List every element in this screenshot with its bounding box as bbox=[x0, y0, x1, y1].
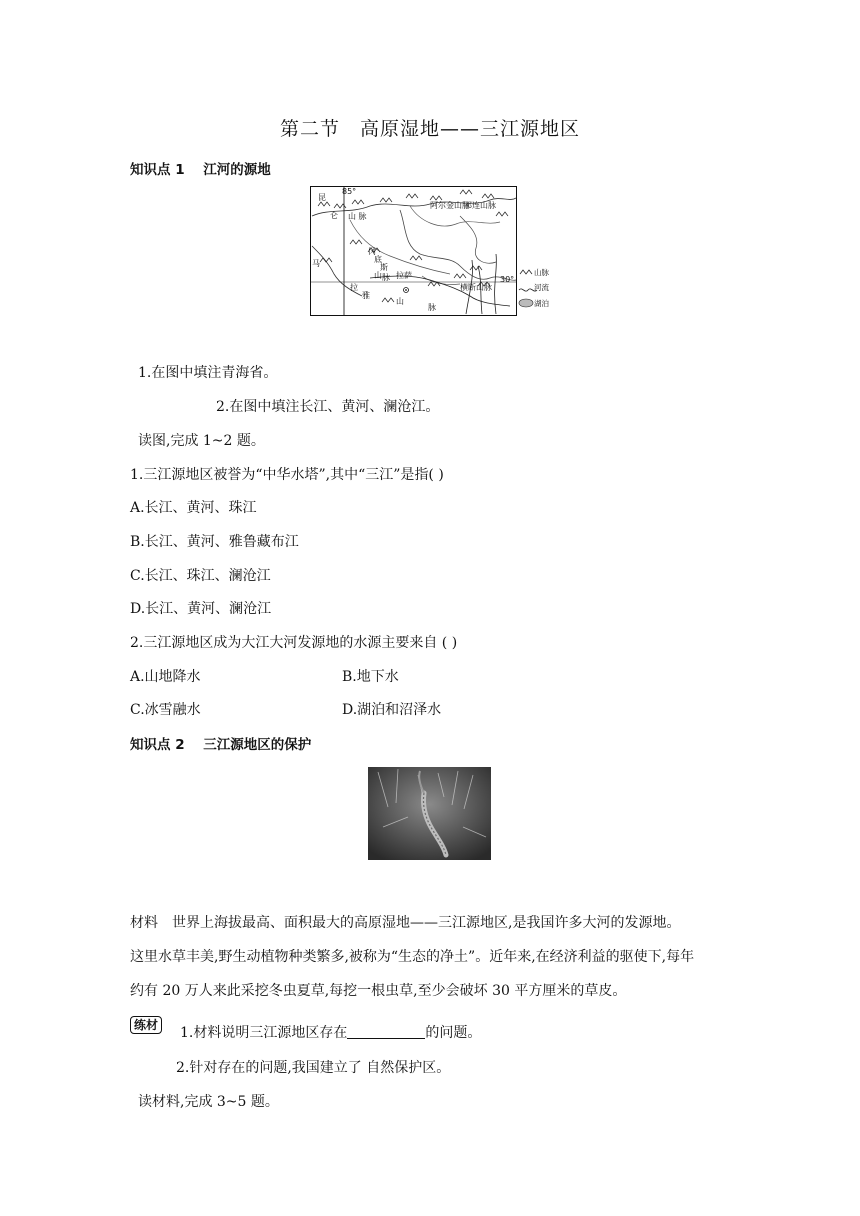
answer-blank[interactable] bbox=[347, 1024, 425, 1039]
map-label-gangdi-1: 冈 bbox=[368, 247, 376, 256]
lake-icon bbox=[519, 299, 533, 307]
q2-option-c: C.冰雪融水 bbox=[130, 702, 201, 718]
map-label-gangdi-4: 山 bbox=[374, 271, 382, 280]
kp1-label: 知识点 1 bbox=[130, 162, 185, 178]
map-label-himalaya-3: 雅 bbox=[362, 291, 370, 300]
read-instruction-1: 读图,完成 1~2 题。 bbox=[138, 433, 265, 449]
map-label-himalaya-2: 拉 bbox=[350, 283, 358, 292]
kp2-name: 三江源地区的保护 bbox=[203, 737, 312, 753]
map-legend bbox=[519, 267, 549, 308]
map-label-kunlun-lun: 仑 bbox=[330, 211, 338, 220]
kp1-name: 江河的源地 bbox=[203, 162, 271, 178]
map-label-gangdi-2: 底 bbox=[374, 255, 382, 264]
practice-task-2: 2.针对存在的问题,我国建立了 自然保护区。 bbox=[176, 1060, 451, 1076]
q1-option-d: D.长江、黄河、澜沧江 bbox=[130, 601, 272, 617]
legend-label-river: 河流 bbox=[534, 283, 549, 292]
map-label-hengduan: 横断山脉 bbox=[460, 283, 492, 292]
q2-option-d: D.湖泊和沼泽水 bbox=[342, 702, 442, 718]
map-label-qilian: 祁连山脉 bbox=[464, 201, 496, 210]
material-line-2: 这里水草丰美,野生动植物种类繁多,被称为“生态的净土”。近年来,在经济利益的驱使下,每年 bbox=[130, 949, 695, 965]
page-title: 第二节 高原湿地——三江源地区 bbox=[279, 118, 580, 140]
q1-option-a: A.长江、黄河、珠江 bbox=[130, 500, 257, 516]
map-label-30deg: 30° bbox=[500, 275, 515, 284]
cordyceps-photo bbox=[368, 767, 491, 860]
q2-option-a: A.山地降水 bbox=[130, 669, 201, 685]
map-label-85deg: 85° bbox=[342, 187, 357, 196]
map-label-kunlun-kun: 昆 bbox=[318, 193, 326, 202]
source-region-map bbox=[310, 186, 554, 316]
question-1-stem: 1.三江源地区被誉为“中华水塔”,其中“三江”是指( ) bbox=[130, 467, 444, 483]
knowledge-point-1 bbox=[130, 158, 271, 178]
q1-option-c: C.长江、珠江、澜沧江 bbox=[130, 568, 271, 584]
map-label-gangdi-5: 脉 bbox=[382, 273, 390, 282]
practice-task-1-before: 1.材料说明三江源地区存在 bbox=[180, 1025, 348, 1041]
read-instruction-2: 读材料,完成 3~5 题。 bbox=[138, 1094, 279, 1110]
map-label-lasa: 拉萨 bbox=[396, 271, 412, 280]
practice-task-1 bbox=[180, 1022, 481, 1042]
task-2: 2.在图中填注长江、黄河、澜沧江。 bbox=[216, 399, 440, 415]
kp2-label: 知识点 2 bbox=[130, 737, 185, 753]
map-label-himalaya-5: 脉 bbox=[428, 303, 436, 312]
mountain-icon bbox=[520, 270, 532, 274]
legend-label-mountain: 山脉 bbox=[534, 268, 549, 277]
map-label-gangdi-3: 斯 bbox=[380, 263, 388, 272]
map-label-himalaya-4: 山 bbox=[396, 297, 404, 306]
material-line-1: 材料 世界上海拔最高、面积最大的高原湿地——三江源地区,是我国许多大河的发源地。 bbox=[130, 915, 681, 931]
map-label-kunlun-shanmai: 山 脉 bbox=[348, 212, 367, 221]
task-1: 1.在图中填注青海省。 bbox=[138, 365, 278, 381]
map-label-himalaya-1: 马 bbox=[312, 259, 320, 268]
q1-option-b: B.长江、黄河、雅鲁藏布江 bbox=[130, 534, 299, 550]
material-line-3: 约有 20 万人来此采挖冬虫夏草,每挖一根虫草,至少会破坏 30 平方厘米的草皮。 bbox=[130, 983, 627, 999]
legend-label-lake: 湖泊 bbox=[534, 299, 549, 308]
map-label-aerjin: 阿尔金山脉 bbox=[430, 201, 470, 210]
knowledge-point-2 bbox=[130, 733, 311, 753]
question-2-stem: 2.三江源地区成为大江大河发源地的水源主要来自 ( ) bbox=[130, 635, 458, 651]
practice-task-1-after: 的问题。 bbox=[425, 1025, 482, 1041]
q2-option-b: B.地下水 bbox=[342, 669, 399, 685]
practice-badge: 练材 bbox=[130, 1016, 162, 1034]
